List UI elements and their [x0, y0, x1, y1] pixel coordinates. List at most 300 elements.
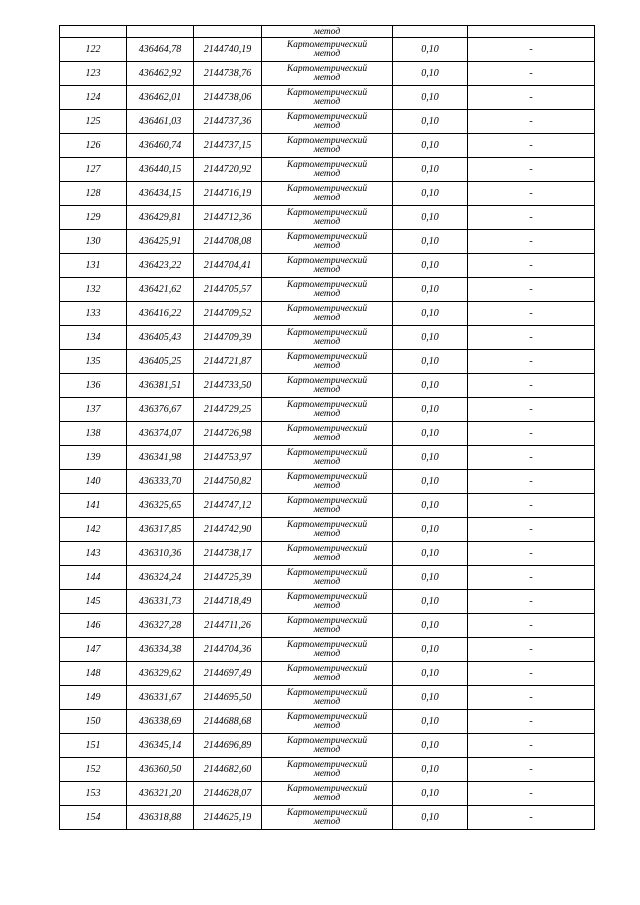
point-number-cell: 147 [60, 638, 127, 662]
accuracy-cell: 0,10 [393, 182, 468, 206]
method-line-1: Картометрический [286, 63, 368, 74]
method-line-2: метод [313, 96, 341, 107]
point-number-cell: 129 [60, 206, 127, 230]
note-cell: - [468, 350, 595, 374]
table-row [60, 398, 595, 422]
x-coordinate-cell: 436405,25 [127, 350, 194, 374]
accuracy-cell: 0,10 [393, 254, 468, 278]
method-line-1: Картометрический [286, 615, 368, 626]
method-cell [262, 398, 393, 422]
method-line-1: Картометрический [286, 111, 368, 122]
method-line-1: Картометрический [286, 87, 368, 98]
method-line-1: Картометрический [286, 519, 368, 530]
table-row [60, 86, 595, 110]
point-number-cell: 135 [60, 350, 127, 374]
method-cell [262, 734, 393, 758]
x-coordinate-cell: 436338,69 [127, 710, 194, 734]
accuracy-cell: 0,10 [393, 38, 468, 62]
method-line-1: Картометрический [286, 591, 368, 602]
x-coordinate-cell: 436374,07 [127, 422, 194, 446]
point-number-cell: 124 [60, 86, 127, 110]
note-cell: - [468, 638, 595, 662]
method-cell [262, 806, 393, 830]
accuracy-cell: 0,10 [393, 302, 468, 326]
x-coordinate-cell: 436462,01 [127, 86, 194, 110]
y-coordinate-cell: 2144733,50 [194, 374, 262, 398]
accuracy-cell: 0,10 [393, 62, 468, 86]
table-row [60, 350, 595, 374]
note-cell: - [468, 230, 595, 254]
method-cell [262, 182, 393, 206]
method-cell [262, 662, 393, 686]
table-row [60, 422, 595, 446]
x-coordinate-cell: 436381,51 [127, 374, 194, 398]
method-cell [262, 230, 393, 254]
point-number-cell: 145 [60, 590, 127, 614]
x-coordinate-cell: 436329,62 [127, 662, 194, 686]
method-line-2: метод [313, 264, 341, 275]
accuracy-cell: 0,10 [393, 518, 468, 542]
x-coordinate-cell: 436318,88 [127, 806, 194, 830]
y-coordinate-cell: 2144726,98 [194, 422, 262, 446]
method-cell [262, 710, 393, 734]
note-cell: - [468, 398, 595, 422]
method-line-1: Картометрический [286, 735, 368, 746]
x-coordinate-cell: 436429,81 [127, 206, 194, 230]
y-coordinate-cell: 2144738,06 [194, 86, 262, 110]
x-coordinate-cell: 436461,03 [127, 110, 194, 134]
method-line-2: метод [313, 720, 341, 731]
x-coordinate-cell: 436440,15 [127, 158, 194, 182]
note-cell: - [468, 782, 595, 806]
y-coordinate-cell: 2144704,36 [194, 638, 262, 662]
method-cell [262, 86, 393, 110]
table-row [60, 62, 595, 86]
point-number-cell: 131 [60, 254, 127, 278]
note-cell: - [468, 614, 595, 638]
method-cell [262, 494, 393, 518]
method-line-1: Картометрический [286, 471, 368, 482]
y-coordinate-cell: 2144697,49 [194, 662, 262, 686]
method-cell [262, 686, 393, 710]
method-line-2: метод [313, 144, 341, 155]
y-coordinate-cell: 2144696,89 [194, 734, 262, 758]
method-line-1: Картометрический [286, 231, 368, 242]
method-line-2: метод [313, 384, 341, 395]
method-line-2: метод [313, 216, 341, 227]
x-coordinate-cell: 436421,62 [127, 278, 194, 302]
method-cell [262, 326, 393, 350]
table-row [60, 182, 595, 206]
point-number-cell: 123 [60, 62, 127, 86]
table-row [60, 734, 595, 758]
note-cell: - [468, 302, 595, 326]
table-row [60, 278, 595, 302]
method-cell [262, 350, 393, 374]
table-row [60, 134, 595, 158]
accuracy-cell: 0,10 [393, 278, 468, 302]
table-row [60, 638, 595, 662]
method-cell [262, 110, 393, 134]
accuracy-cell: 0,10 [393, 350, 468, 374]
y-coordinate-cell: 2144712,36 [194, 206, 262, 230]
method-line-2: метод [313, 432, 341, 443]
method-line-2: метод [313, 600, 341, 611]
note-cell: - [468, 110, 595, 134]
point-number-cell: 128 [60, 182, 127, 206]
method-line-1: Картометрический [286, 447, 368, 458]
y-coordinate-cell: 2144695,50 [194, 686, 262, 710]
point-number-cell: 150 [60, 710, 127, 734]
accuracy-cell: 0,10 [393, 758, 468, 782]
point-number-cell: 132 [60, 278, 127, 302]
accuracy-cell: 0,10 [393, 710, 468, 734]
x-coordinate-cell: 436317,85 [127, 518, 194, 542]
method-line-2: метод [313, 624, 341, 635]
point-number-cell: 130 [60, 230, 127, 254]
accuracy-cell: 0,10 [393, 542, 468, 566]
table-row [60, 446, 595, 470]
method-cell [262, 542, 393, 566]
method-cell [262, 26, 393, 38]
point-number-cell: 146 [60, 614, 127, 638]
x-coordinate-cell: 436425,91 [127, 230, 194, 254]
x-coordinate-cell: 436341,98 [127, 446, 194, 470]
method-line-1: Картометрический [286, 783, 368, 794]
table-row [60, 326, 595, 350]
method-cell [262, 614, 393, 638]
point-number-cell: 143 [60, 542, 127, 566]
table-row [60, 494, 595, 518]
y-coordinate-cell: 2144688,68 [194, 710, 262, 734]
method-line-1: Картометрический [286, 327, 368, 338]
accuracy-cell: 0,10 [393, 806, 468, 830]
method-cell [262, 518, 393, 542]
method-line-2: метод [313, 648, 341, 659]
accuracy-cell [393, 26, 468, 38]
x-coordinate-cell: 436423,22 [127, 254, 194, 278]
note-cell: - [468, 182, 595, 206]
y-coordinate-cell: 2144738,76 [194, 62, 262, 86]
accuracy-cell: 0,10 [393, 110, 468, 134]
table-row [60, 518, 595, 542]
note-cell: - [468, 134, 595, 158]
x-coordinate-cell: 436462,92 [127, 62, 194, 86]
method-cell [262, 446, 393, 470]
accuracy-cell: 0,10 [393, 470, 468, 494]
point-number-cell: 153 [60, 782, 127, 806]
table-row [60, 38, 595, 62]
table-row [60, 230, 595, 254]
method-line-2: метод [313, 26, 341, 37]
method-cell [262, 374, 393, 398]
y-coordinate-cell: 2144709,52 [194, 302, 262, 326]
accuracy-cell: 0,10 [393, 326, 468, 350]
method-cell [262, 254, 393, 278]
point-number-cell: 126 [60, 134, 127, 158]
method-line-2: метод [313, 768, 341, 779]
table-row [60, 374, 595, 398]
point-number-cell: 133 [60, 302, 127, 326]
accuracy-cell: 0,10 [393, 398, 468, 422]
method-line-1: Картометрический [286, 423, 368, 434]
method-line-2: метод [313, 480, 341, 491]
y-coordinate-cell: 2144721,87 [194, 350, 262, 374]
method-line-2: метод [313, 696, 341, 707]
method-line-1: Картометрический [286, 543, 368, 554]
point-number-cell: 149 [60, 686, 127, 710]
x-coordinate-cell: 436376,67 [127, 398, 194, 422]
point-number-cell: 134 [60, 326, 127, 350]
y-coordinate-cell: 2144718,49 [194, 590, 262, 614]
x-coordinate-cell: 436321,20 [127, 782, 194, 806]
table-row [60, 254, 595, 278]
method-line-2: метод [313, 120, 341, 131]
method-line-1: Картометрический [286, 711, 368, 722]
method-line-2: метод [313, 816, 341, 827]
method-line-2: метод [313, 576, 341, 587]
accuracy-cell: 0,10 [393, 446, 468, 470]
method-line-1: Картометрический [286, 567, 368, 578]
point-number-cell: 122 [60, 38, 127, 62]
x-coordinate-cell: 436310,36 [127, 542, 194, 566]
method-cell [262, 62, 393, 86]
y-coordinate-cell [194, 26, 262, 38]
point-number-cell: 127 [60, 158, 127, 182]
method-line-2: метод [313, 456, 341, 467]
note-cell: - [468, 206, 595, 230]
method-cell [262, 158, 393, 182]
method-cell [262, 134, 393, 158]
note-cell: - [468, 422, 595, 446]
note-cell: - [468, 566, 595, 590]
y-coordinate-cell: 2144720,92 [194, 158, 262, 182]
y-coordinate-cell: 2144682,60 [194, 758, 262, 782]
method-cell [262, 590, 393, 614]
table-row [60, 758, 595, 782]
point-number-cell [60, 26, 127, 38]
point-number-cell: 148 [60, 662, 127, 686]
point-number-cell: 152 [60, 758, 127, 782]
accuracy-cell: 0,10 [393, 614, 468, 638]
method-line-1: Картометрический [286, 159, 368, 170]
x-coordinate-cell: 436331,73 [127, 590, 194, 614]
accuracy-cell: 0,10 [393, 86, 468, 110]
method-cell [262, 638, 393, 662]
y-coordinate-cell: 2144704,41 [194, 254, 262, 278]
y-coordinate-cell: 2144737,36 [194, 110, 262, 134]
x-coordinate-cell: 436405,43 [127, 326, 194, 350]
point-number-cell: 136 [60, 374, 127, 398]
method-line-1: Картометрический [286, 303, 368, 314]
accuracy-cell: 0,10 [393, 782, 468, 806]
note-cell: - [468, 758, 595, 782]
y-coordinate-cell: 2144725,39 [194, 566, 262, 590]
y-coordinate-cell: 2144716,19 [194, 182, 262, 206]
accuracy-cell: 0,10 [393, 206, 468, 230]
method-line-1: Картометрический [286, 39, 368, 50]
x-coordinate-cell: 436333,70 [127, 470, 194, 494]
table-row [60, 470, 595, 494]
note-cell: - [468, 62, 595, 86]
method-line-1: Картометрический [286, 663, 368, 674]
method-line-2: метод [313, 336, 341, 347]
note-cell: - [468, 590, 595, 614]
x-coordinate-cell: 436334,38 [127, 638, 194, 662]
note-cell: - [468, 710, 595, 734]
y-coordinate-cell: 2144738,17 [194, 542, 262, 566]
x-coordinate-cell: 436434,15 [127, 182, 194, 206]
x-coordinate-cell: 436325,65 [127, 494, 194, 518]
y-coordinate-cell: 2144729,25 [194, 398, 262, 422]
note-cell: - [468, 158, 595, 182]
coordinates-table [59, 25, 595, 830]
accuracy-cell: 0,10 [393, 686, 468, 710]
note-cell: - [468, 662, 595, 686]
method-line-1: Картометрический [286, 351, 368, 362]
method-cell [262, 782, 393, 806]
y-coordinate-cell: 2144625,19 [194, 806, 262, 830]
note-cell: - [468, 518, 595, 542]
method-line-1: Картометрический [286, 207, 368, 218]
x-coordinate-cell: 436327,28 [127, 614, 194, 638]
table-row [60, 110, 595, 134]
y-coordinate-cell: 2144711,26 [194, 614, 262, 638]
method-line-1: Картометрический [286, 375, 368, 386]
accuracy-cell: 0,10 [393, 494, 468, 518]
accuracy-cell: 0,10 [393, 662, 468, 686]
note-cell: - [468, 254, 595, 278]
continuation-row [60, 26, 595, 38]
method-line-2: метод [313, 744, 341, 755]
note-cell: - [468, 326, 595, 350]
x-coordinate-cell: 436464,78 [127, 38, 194, 62]
y-coordinate-cell: 2144750,82 [194, 470, 262, 494]
y-coordinate-cell: 2144753,97 [194, 446, 262, 470]
table-row [60, 590, 595, 614]
method-line-2: метод [313, 528, 341, 539]
note-cell: - [468, 86, 595, 110]
method-cell [262, 422, 393, 446]
accuracy-cell: 0,10 [393, 158, 468, 182]
method-cell [262, 470, 393, 494]
y-coordinate-cell: 2144747,12 [194, 494, 262, 518]
accuracy-cell: 0,10 [393, 638, 468, 662]
method-line-2: метод [313, 552, 341, 563]
y-coordinate-cell: 2144742,90 [194, 518, 262, 542]
method-line-2: метод [313, 192, 341, 203]
x-coordinate-cell: 436416,22 [127, 302, 194, 326]
point-number-cell: 154 [60, 806, 127, 830]
x-coordinate-cell [127, 26, 194, 38]
table-row [60, 158, 595, 182]
point-number-cell: 144 [60, 566, 127, 590]
x-coordinate-cell: 436460,74 [127, 134, 194, 158]
point-number-cell: 151 [60, 734, 127, 758]
method-line-1: Картометрический [286, 255, 368, 266]
coordinates-table-body [60, 26, 595, 830]
method-line-2: метод [313, 408, 341, 419]
method-line-1: Картометрический [286, 807, 368, 818]
x-coordinate-cell: 436345,14 [127, 734, 194, 758]
table-row [60, 614, 595, 638]
method-cell [262, 302, 393, 326]
note-cell: - [468, 446, 595, 470]
table-row [60, 710, 595, 734]
table-row [60, 782, 595, 806]
table-row [60, 206, 595, 230]
method-line-2: метод [313, 48, 341, 59]
accuracy-cell: 0,10 [393, 374, 468, 398]
table-row [60, 686, 595, 710]
method-line-1: Картометрический [286, 135, 368, 146]
note-cell: - [468, 806, 595, 830]
method-cell [262, 206, 393, 230]
note-cell: - [468, 374, 595, 398]
accuracy-cell: 0,10 [393, 734, 468, 758]
method-line-1: Картометрический [286, 183, 368, 194]
accuracy-cell: 0,10 [393, 566, 468, 590]
note-cell: - [468, 38, 595, 62]
accuracy-cell: 0,10 [393, 422, 468, 446]
accuracy-cell: 0,10 [393, 590, 468, 614]
y-coordinate-cell: 2144708,08 [194, 230, 262, 254]
x-coordinate-cell: 436360,50 [127, 758, 194, 782]
y-coordinate-cell: 2144740,19 [194, 38, 262, 62]
method-line-1: Картометрический [286, 399, 368, 410]
method-cell [262, 278, 393, 302]
method-line-1: Картометрический [286, 639, 368, 650]
y-coordinate-cell: 2144705,57 [194, 278, 262, 302]
method-cell [262, 758, 393, 782]
method-line-2: метод [313, 672, 341, 683]
method-line-1: Картометрический [286, 279, 368, 290]
table-row [60, 662, 595, 686]
method-cell [262, 38, 393, 62]
note-cell: - [468, 278, 595, 302]
method-cell [262, 566, 393, 590]
accuracy-cell: 0,10 [393, 230, 468, 254]
note-cell [468, 26, 595, 38]
method-line-2: метод [313, 360, 341, 371]
method-line-2: метод [313, 288, 341, 299]
y-coordinate-cell: 2144737,15 [194, 134, 262, 158]
method-line-2: метод [313, 72, 341, 83]
point-number-cell: 138 [60, 422, 127, 446]
method-line-2: метод [313, 792, 341, 803]
x-coordinate-cell: 436324,24 [127, 566, 194, 590]
table-row [60, 542, 595, 566]
table-row [60, 806, 595, 830]
method-line-1: Картометрический [286, 687, 368, 698]
note-cell: - [468, 686, 595, 710]
method-line-2: метод [313, 168, 341, 179]
method-line-2: метод [313, 240, 341, 251]
y-coordinate-cell: 2144709,39 [194, 326, 262, 350]
y-coordinate-cell: 2144628,07 [194, 782, 262, 806]
point-number-cell: 140 [60, 470, 127, 494]
method-line-1: Картометрический [286, 759, 368, 770]
method-line-1: Картометрический [286, 495, 368, 506]
point-number-cell: 142 [60, 518, 127, 542]
point-number-cell: 125 [60, 110, 127, 134]
note-cell: - [468, 734, 595, 758]
accuracy-cell: 0,10 [393, 134, 468, 158]
method-line-2: метод [313, 312, 341, 323]
point-number-cell: 141 [60, 494, 127, 518]
table-row [60, 302, 595, 326]
point-number-cell: 139 [60, 446, 127, 470]
